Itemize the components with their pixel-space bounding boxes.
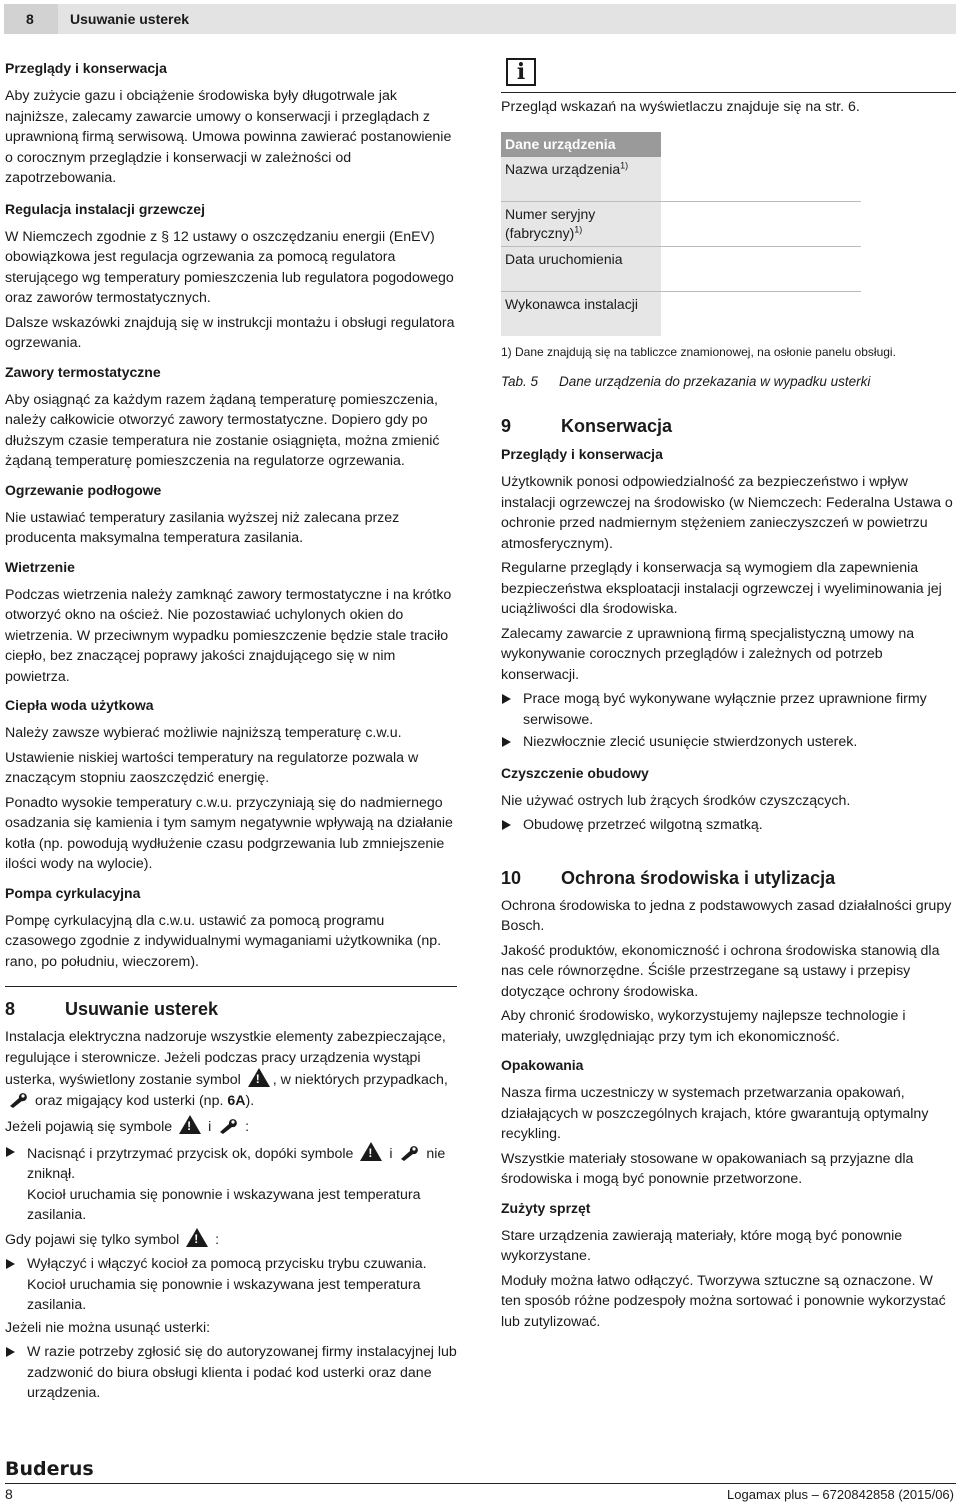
paragraph	[5, 1115, 457, 1138]
section-title: Przeglądy i konserwacja	[501, 446, 663, 462]
chapter-number: 10	[501, 867, 522, 888]
paragraph	[5, 1228, 457, 1251]
text-run: ).	[245, 1092, 255, 1109]
warning-triangle-icon	[360, 1142, 382, 1161]
section-title: Ciepła woda użytkowa	[5, 697, 154, 713]
list-item-text	[27, 1142, 457, 1185]
table-row	[501, 157, 861, 202]
text-run: , w niektórych przypadkach,	[272, 1072, 448, 1088]
section-title: Ogrzewanie podłogowe	[5, 481, 162, 498]
instruction-list	[5, 1142, 457, 1226]
instruction-list	[501, 815, 956, 836]
text-run: oraz migający kod usterki (np.	[34, 1092, 224, 1109]
brand-logo: Buderus	[5, 1458, 94, 1480]
list-item-result: Kocioł uruchamia się ponownie i wskazywana jest temperatura zasilania.	[27, 1186, 421, 1223]
table-header-cell: Dane urządzenia	[501, 132, 661, 157]
table-cell	[661, 132, 861, 157]
info-text: Przegląd wskazań na wyświetlaczu znajduje się na str. 6.	[501, 99, 860, 115]
row-label: Nazwa urządzenia	[505, 160, 621, 177]
table-cell[interactable]	[661, 157, 861, 202]
instruction-list	[5, 1342, 457, 1404]
right-column	[501, 58, 956, 1336]
chapter-heading	[501, 414, 956, 438]
chapter-divider	[5, 986, 457, 987]
paragraph: W Niemczech zgodnie z § 12 ustawy o oszczędzaniu energii (EnEV) obowiązkowa jest regulacja ogrzewania za pomocą regulatora sterującego wg temperatury pomieszczenia lub regulatora pogodowego oraz zaworów termostatycznych.	[5, 228, 454, 306]
section-title: Pompa cyrkulacyjna	[5, 884, 141, 901]
footnote-ref: 1)	[620, 159, 629, 170]
chapter-title: Konserwacja	[561, 416, 673, 436]
section-title: Zawory termostatyczne	[5, 363, 161, 380]
paragraph: Użytkownik ponosi odpowiedzialność za bezpieczeństwo i wpływ instalacji ogrzewczej na środowisko (w Niemczech: Federalna Ustawa o ochronie przed nadmiernym stężeniem zanieczyszczeń w powietrzu atmosferycznym).	[501, 474, 953, 552]
list-item-text: W razie potrzeby zgłosić się do autoryzowanej firmy instalacyjnej lub zadzwonić do biura obsługi klienta i podać kod usterki oraz dane urządzenia.	[27, 1344, 457, 1401]
paragraph: Jeżeli nie można usunąć usterki:	[5, 1319, 211, 1336]
header-chapter-title: Usuwanie usterek	[70, 11, 190, 27]
paragraph: Pompę cyrkulacyjną dla c.w.u. ustawić za pomocą programu czasowego zgodnie z indywidualnymi wymaganiami użytkownika (np. rano, po południu, wieczorem).	[5, 912, 442, 970]
table-cell: Wykonawca instalacji	[501, 291, 661, 336]
text-run: Gdy pojawi się tylko symbol	[5, 1231, 180, 1248]
table-footnote: 1) Dane znajdują się na tabliczce znamionowej, na osłonie panelu obsługi.	[501, 344, 896, 359]
page-header	[4, 4, 956, 34]
instruction-list	[5, 1254, 457, 1316]
info-icon: i	[506, 58, 536, 86]
paragraph: Nie używać ostrych lub żrących środków czyszczących.	[501, 792, 851, 809]
paragraph: Regularne przeglądy i konserwacja są wymogiem dla zapewnienia bezpieczeństwa eksploatacji instalacji ogrzewczej i wyeliminowania jej uciążliwości dla środowiska.	[501, 560, 942, 617]
header-chapter-number: 8	[4, 4, 58, 34]
warning-triangle-icon	[179, 1115, 201, 1134]
text-run: Nacisnąć i przytrzymać przycisk ok, dopóki symbole	[27, 1145, 354, 1162]
section-title: Wietrzenie	[5, 558, 75, 575]
paragraph: Nasza firma uczestniczy w systemach przetwarzania opakowań, działających w poszczególnych krajach, które gwarantują optymalny recykling.	[501, 1085, 929, 1142]
chapter-number: 9	[501, 416, 512, 436]
fault-code: 6A	[227, 1092, 246, 1109]
list-item-result: Kocioł uruchamia się ponownie i wskazywana jest temperatura zasilania.	[27, 1276, 421, 1313]
paragraph: Moduły można łatwo odłączyć. Tworzywa sztuczne są oznaczone. W ten sposób różne podzespoły można sortować i ponownie wykorzystać lub zutylizować.	[501, 1272, 946, 1330]
table-cell	[501, 201, 661, 246]
text-run: nie zniknął.	[27, 1145, 446, 1182]
paragraph: Stare urządzenia zawierają materiały, które mogą być ponownie wykorzystane.	[501, 1227, 903, 1264]
table-cell[interactable]	[661, 291, 861, 336]
list-item: Niezwłocznie zlecić usunięcie stwierdzonych usterek.	[501, 732, 956, 753]
wrench-icon	[8, 1092, 28, 1108]
text-run: i	[208, 1119, 212, 1135]
chapter-title: Usuwanie usterek	[65, 999, 219, 1019]
warning-triangle-icon	[248, 1068, 270, 1087]
document-id: Logamax plus – 6720842858 (2015/06)	[727, 1487, 954, 1502]
paragraph: Ustawienie niskiej wartości temperatury na regulatorze pozwala w znaczącym stopniu zaoszczędzić energię.	[5, 749, 419, 786]
list-item-text: Wyłączyć i włączyć kocioł za pomocą przycisku trybu czuwania.	[27, 1256, 427, 1272]
table-row	[501, 201, 861, 246]
paragraph: Zalecamy zawarcie z uprawnioną firmą specjalistyczną umowy na wykonywanie corocznych przeglądów i zależnych od potrzeb konserwacji.	[501, 625, 915, 683]
wrench-icon	[399, 1145, 419, 1161]
paragraph	[5, 1027, 457, 1111]
device-data-table	[501, 132, 861, 336]
wrench-icon	[218, 1118, 238, 1134]
list-item	[5, 1342, 457, 1404]
table-label: Tab. 5	[501, 373, 539, 389]
left-column	[5, 58, 457, 1406]
instruction-list	[501, 689, 956, 753]
chapter-number: 8	[5, 999, 16, 1019]
list-item: Prace mogą być wykonywane wyłącznie przez uprawnione firmy serwisowe.	[501, 689, 956, 730]
list-item: Obudowę przetrzeć wilgotną szmatką.	[501, 815, 956, 836]
paragraph: Nie ustawiać temperatury zasilania wyższej niż zalecana przez producenta maksymalna temperatura zasilania.	[5, 509, 400, 546]
footnote-ref: 1)	[574, 223, 583, 234]
info-divider	[501, 92, 956, 93]
table-cell: Data uruchomienia	[501, 246, 661, 291]
paragraph: Aby osiągnąć za każdym razem żądaną temperaturę pomieszczenia, należy całkowicie otworzyć zawory termostatyczne. Dopiero gdy po dłuższym czasie temperatura nie zostanie osiągnięta, można zmienić żądaną temperaturę pomieszczenia na regulatorze ogrzewania.	[5, 391, 440, 469]
section-title: Zużyty sprzęt	[501, 1199, 591, 1216]
section-title: Opakowania	[501, 1057, 584, 1073]
chapter-title: Ochrona środowiska i utylizacja	[561, 867, 836, 888]
section-title: Regulacja instalacji grzewczej	[5, 200, 205, 217]
table-caption-text: Dane urządzenia do przekazania w wypadku usterki	[559, 373, 871, 389]
paragraph: Wszystkie materiały stosowane w opakowaniach są przyjazne dla środowiska i mogą być ponownie przetworzone.	[501, 1150, 914, 1187]
chapter-heading	[5, 997, 457, 1021]
table-caption	[501, 372, 956, 393]
text-run: i	[389, 1145, 393, 1162]
chapter-heading	[501, 866, 956, 890]
paragraph: Jakość produktów, ekonomiczność i ochrona środowiska stanowią dla nas cele równorzędne. Ściśle przestrzegane są ustawy i przepisy dotyczące ochrony środowiska.	[501, 942, 940, 1000]
page-number: 8	[5, 1486, 13, 1502]
table-row	[501, 246, 861, 291]
section-title: Przeglądy i konserwacja	[5, 60, 167, 76]
paragraph: Podczas wietrzenia należy zamknąć zawory termostatyczne i na krótko otworzyć okno na oścież. Nie pozostawiać uchylonych okien do wietrzenia. W przeciwnym wypadku pomieszczenie będzie stale traciło ciepło, bez znaczącej poprawy jakości znajdującego się w nim powietrza.	[5, 586, 452, 685]
section-title: Czyszczenie obudowy	[501, 764, 649, 781]
text-run: :	[215, 1231, 220, 1248]
footer-divider	[5, 1483, 956, 1484]
list-item	[5, 1142, 457, 1226]
table-row	[501, 132, 861, 157]
row-label: Numer seryjny (fabryczny)	[505, 205, 596, 241]
text-run: Jeżeli pojawią się symbole	[5, 1119, 173, 1135]
table-cell[interactable]	[661, 201, 861, 246]
warning-triangle-icon	[186, 1228, 208, 1247]
paragraph: Dalsze wskazówki znajdują się w instrukcji montażu i obsługi regulatora ogrzewania.	[5, 314, 455, 351]
list-item	[5, 1254, 457, 1316]
text-run: :	[245, 1119, 250, 1135]
paragraph: Należy zawsze wybierać możliwie najniższą temperaturę c.w.u.	[5, 725, 402, 741]
paragraph: Aby zużycie gazu i obciążenie środowiska były długotrwale jak najniższe, zalecamy zawarcie umowy o konserwacji i przeglądach z uprawnioną firmą serwisową. Umowa powinna zawierać postanowienie o corocznym przeglądzie i konserwacji w zależności od zapotrzebowania.	[5, 88, 452, 186]
table-cell	[501, 157, 661, 202]
table-cell[interactable]	[661, 246, 861, 291]
paragraph: Aby chronić środowisko, wykorzystujemy najlepsze technologie i materiały, uwzględniając przy tym ich ekonomiczność.	[501, 1008, 906, 1045]
text-run: Instalacja elektryczna nadzoruje wszystkie elementy zabezpieczające, regulujące i sterownicze. Jeżeli podczas pracy urządzenia wystąpi usterka, wyświetlony zostanie symbol	[5, 1029, 446, 1088]
table-row	[501, 291, 861, 336]
paragraph: Ponadto wysokie temperatury c.w.u. przyczyniają się do nadmiernego osadzania się kamienia i tym samym negatywnie wpływają na działanie kotła (np. powodują wydłużenie czasu podgrzewania lub zmniejszenie ilości wody na wylocie).	[5, 794, 453, 872]
paragraph: Ochrona środowiska to jedna z podstawowych zasad działalności grupy Bosch.	[501, 897, 952, 934]
